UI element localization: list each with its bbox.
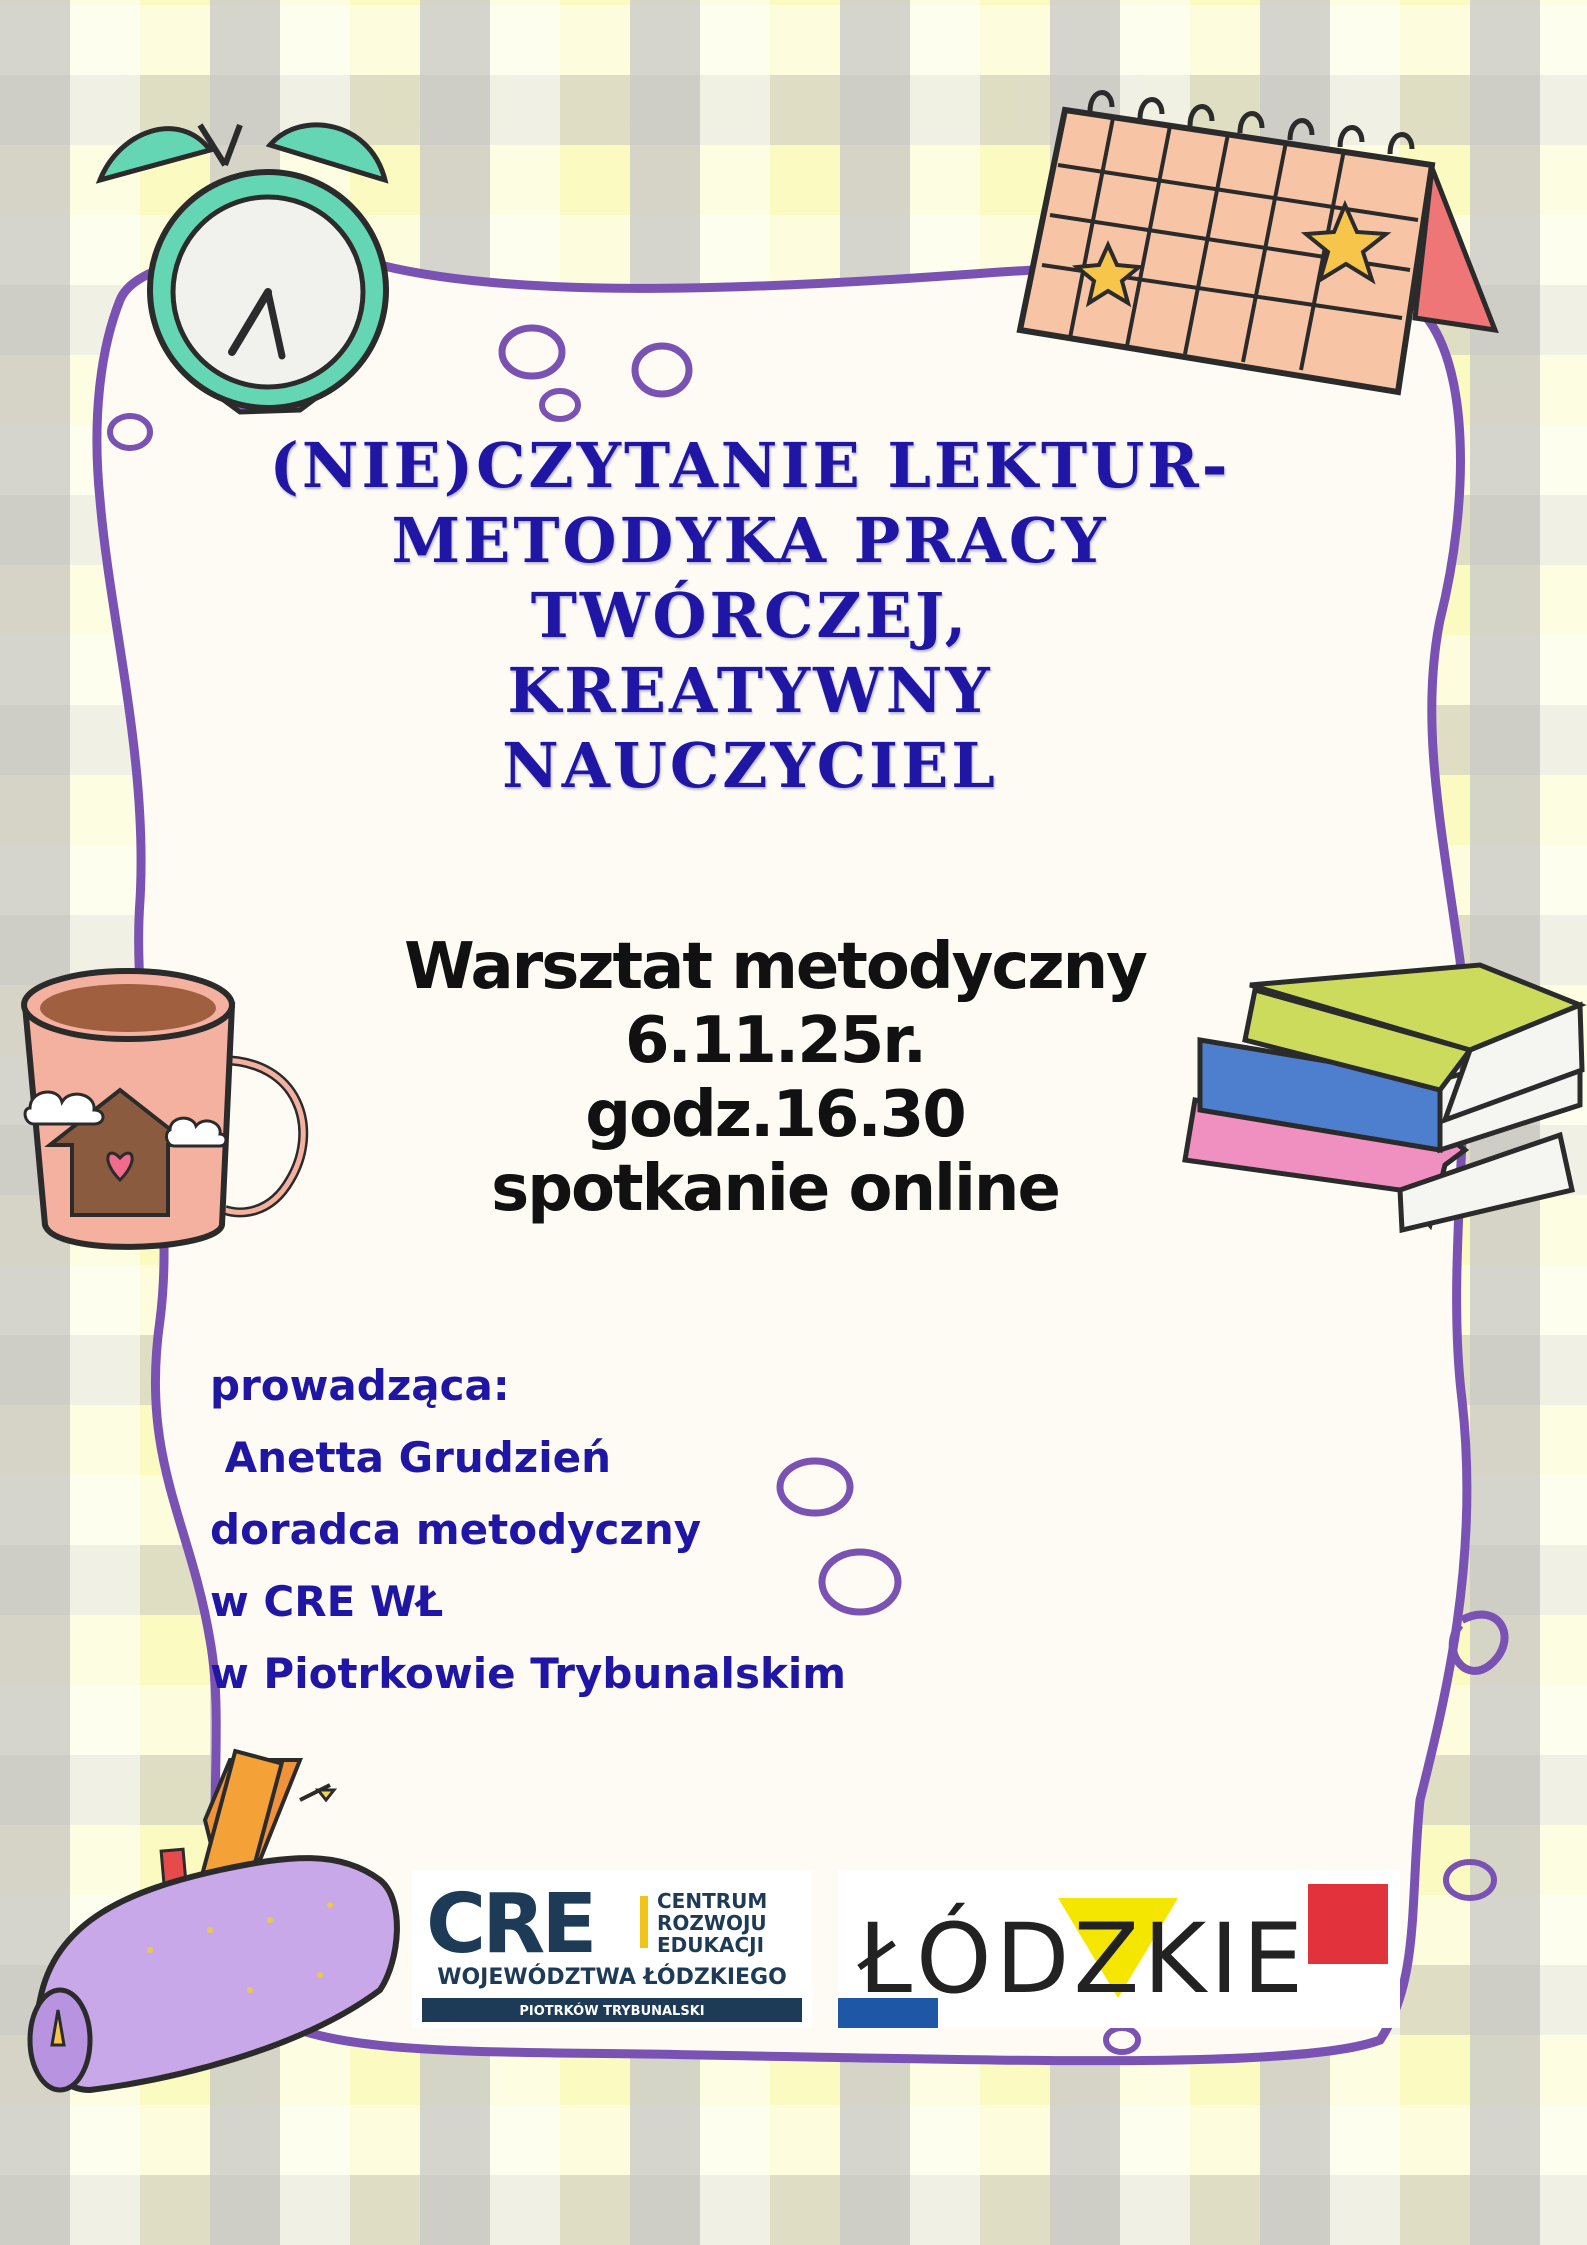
event-time: godz.16.30 (585, 1078, 965, 1152)
host-name: Anetta Grudzień (210, 1433, 612, 1482)
host-role: doradca metodyczny (210, 1505, 702, 1554)
cre-logo-line1: CENTRUM (657, 1889, 768, 1913)
cre-logo (412, 1870, 812, 2028)
title-line: METODYKA PRACY (391, 504, 1109, 577)
title-line: NAUCZYCIEL (502, 729, 998, 802)
cre-logo-line5: PIOTRKÓW TRYBUNALSKI (519, 2004, 705, 2019)
host-label: prowadząca: (210, 1361, 510, 1410)
lodzkie-wordmark: ŁÓDZKIE (858, 1903, 1308, 2015)
host-info (210, 1350, 1110, 1710)
host-institution: w CRE WŁ (210, 1577, 444, 1626)
workshop-title (160, 428, 1340, 803)
event-details (300, 930, 1250, 1226)
bubble-decor (1446, 1862, 1494, 1898)
event-type: Warsztat metodyczny (404, 930, 1146, 1004)
title-line: KREATYWNY (507, 654, 993, 727)
cre-logo-mark: CRE (426, 1877, 594, 1972)
lodzkie-logo (838, 1870, 1400, 2028)
title-line: TWÓRCZEJ, (530, 579, 970, 652)
cre-logo-line3: EDUKACJI (657, 1933, 765, 1957)
event-mode: spotkanie online (491, 1152, 1059, 1226)
title-line: (NIE)CZYTANIE LEKTUR- (269, 429, 1231, 502)
cre-logo-line4: WOJEWÓDZTWA ŁÓDZKIEGO (437, 1965, 787, 1990)
event-date: 6.11.25r. (624, 1004, 926, 1078)
host-place: w Piotrkowie Trybunalskim (210, 1649, 847, 1698)
cre-logo-line2: ROZWOJU (657, 1911, 767, 1935)
